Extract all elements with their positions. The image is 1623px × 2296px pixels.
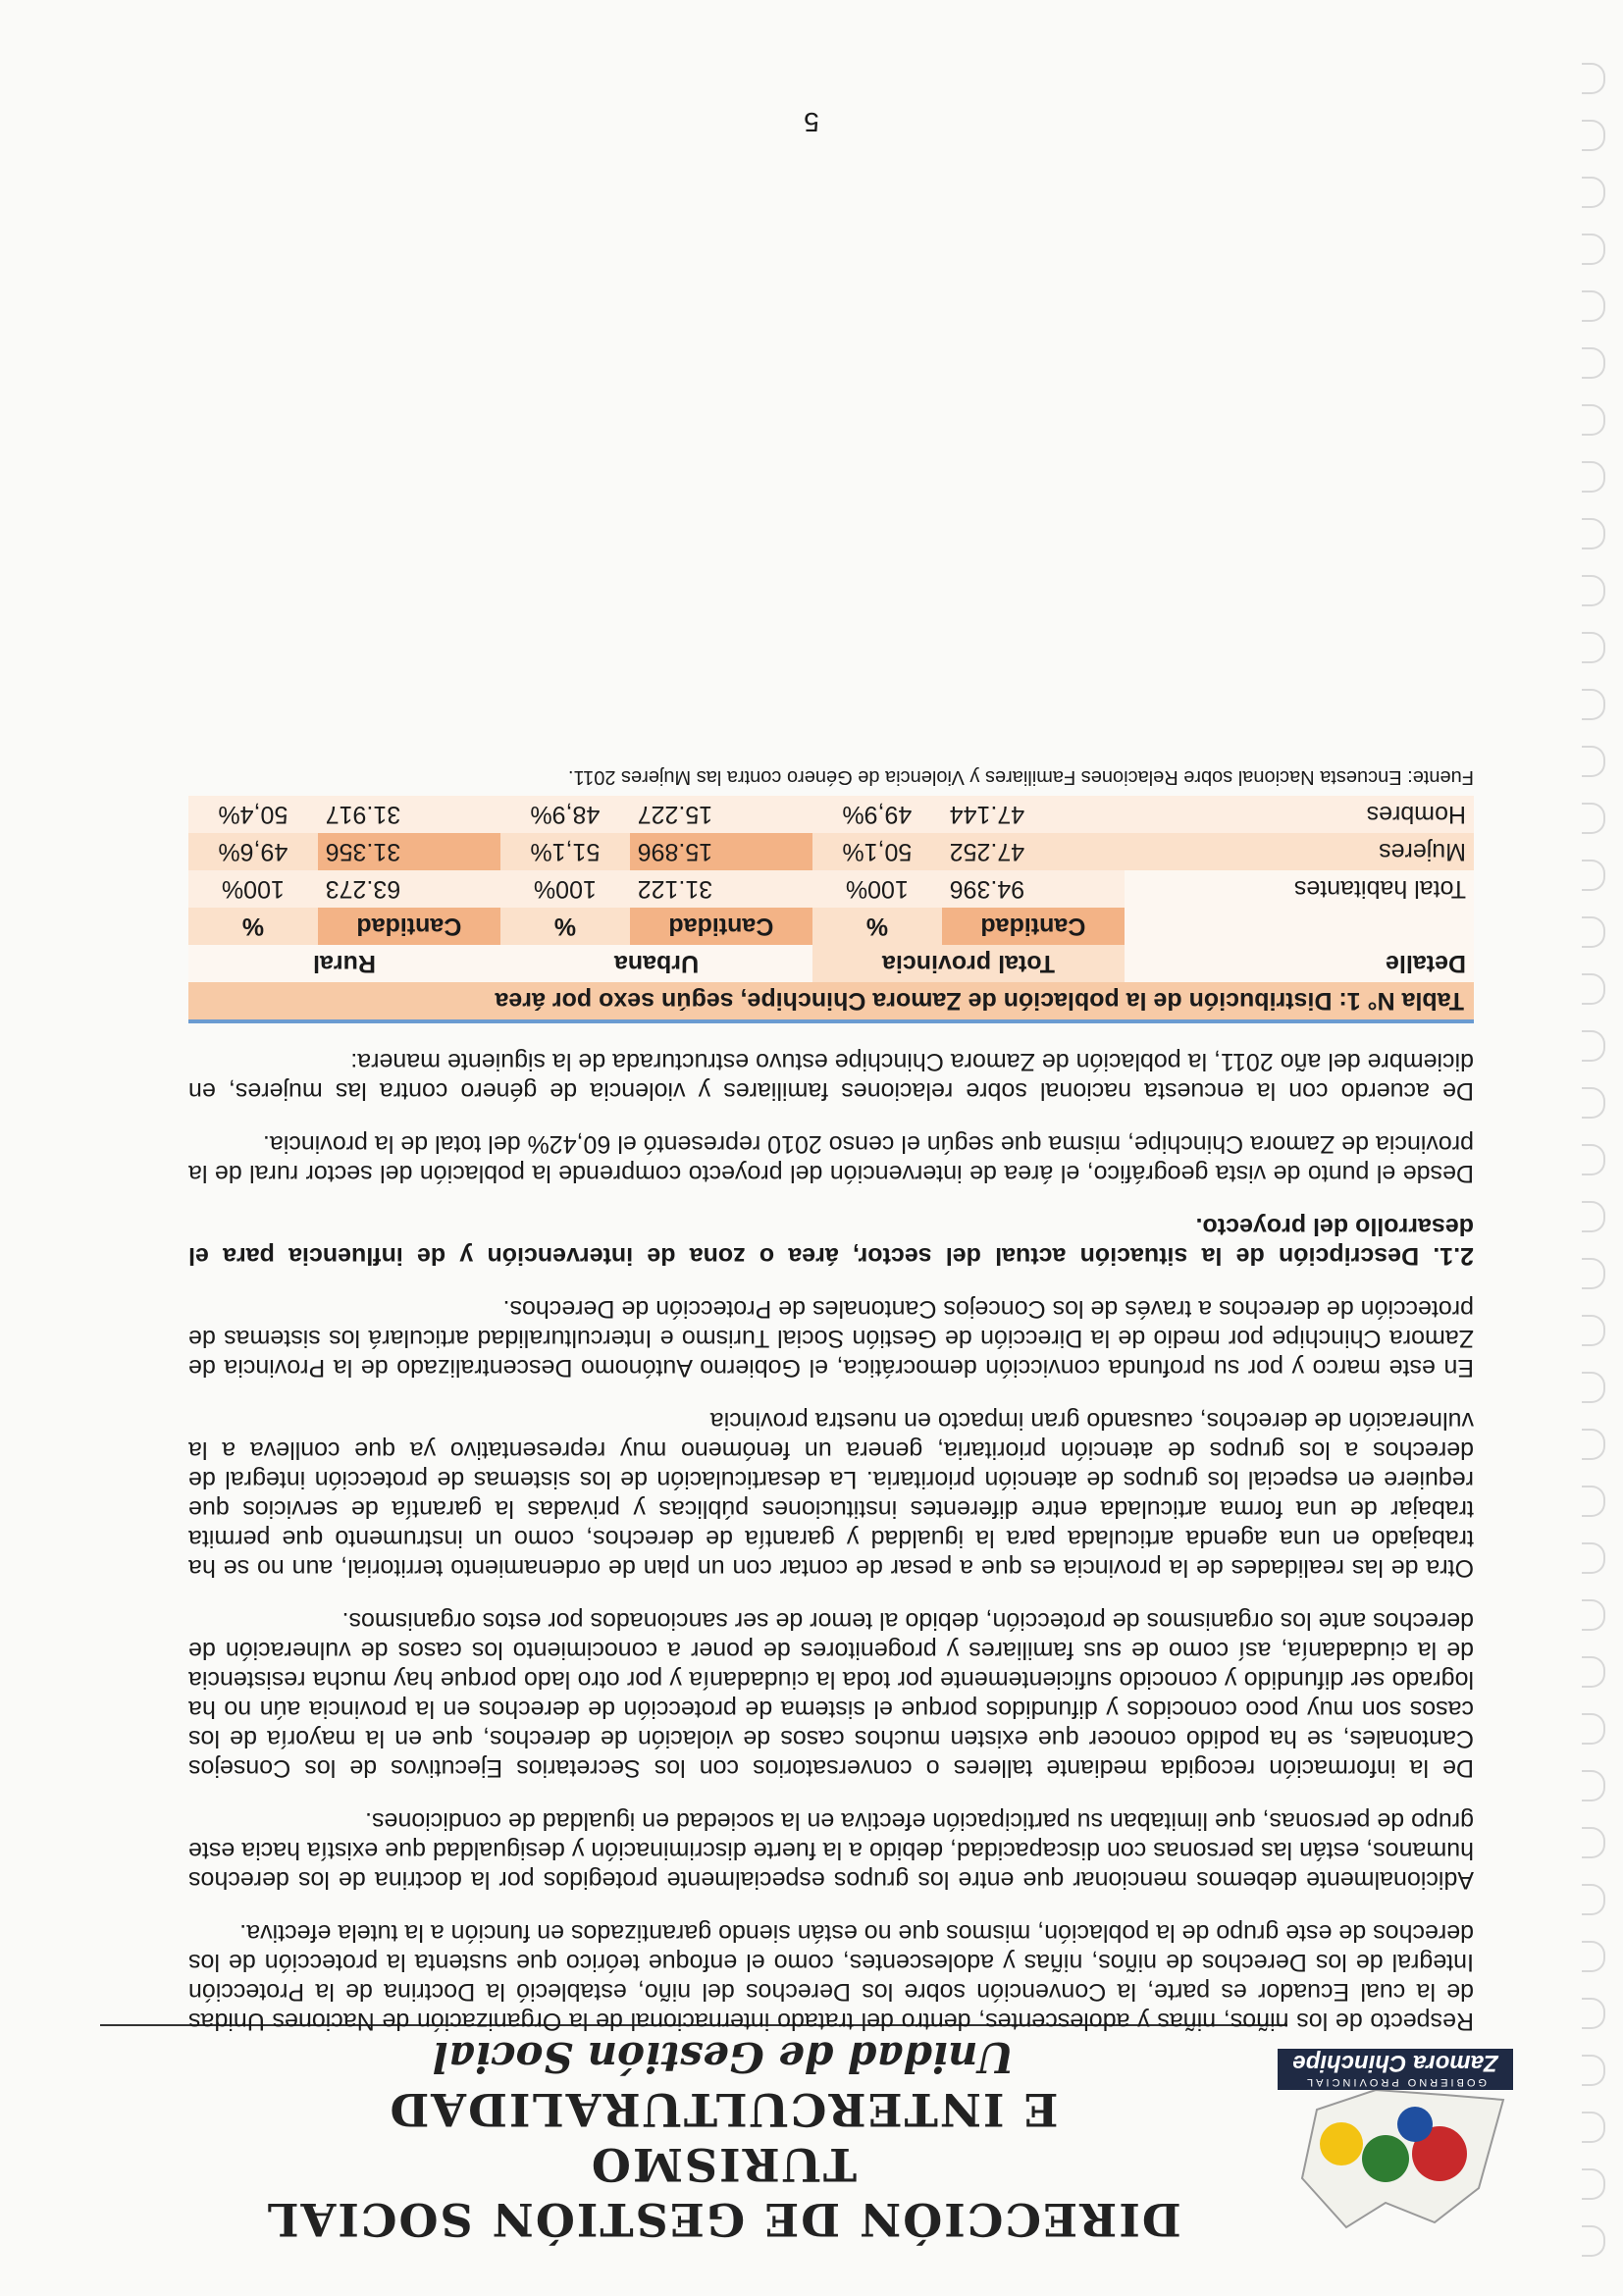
cell: 63.273 <box>318 870 500 908</box>
paragraph: En este marco y por su profunda convicción democrática, el Gobierno Autónomo Descentralizado de la Provincia de Zamora Chinchipe por medio de la Dirección de Gestión Social Turismo e Interculturalidad articulará los sistemas de protección de derechos a través de los Concejos Cantonales de Protección de Derechos. <box>188 1295 1474 1382</box>
table-caption: Tabla N° 1: Distribución de la población de Zamora Chinchipe, según sexo por área <box>188 982 1474 1023</box>
col-total: Total provincia <box>812 945 1125 982</box>
cell: 15.227 <box>630 796 812 833</box>
table-row <box>188 833 1474 870</box>
cell: 50,1% <box>812 833 942 870</box>
paragraph: De la información recogida mediante talleres o conversatorios con los Secretarios Ejecutivos de los Consejos Cantonales, se ha podido conocer que existen muchos casos de violación de derechos, que en la mayoría de los casos son muy poco conocidos y difundidos porque el sistema de protección de derechos en la provincia aún no ha logrado ser difundido y conocido suficientemente por toda la ciudadanía y por otro lado porque hay mucha resistencia de la ciudadanía, así como de sus familiares y progenitores de poner a conocimiento los casos de vulneración de derechos ante los organismos de protección, debido al temor de ser sancionados por estos organismos. <box>188 1607 1474 1782</box>
main-content <box>188 762 1474 2036</box>
sub-cantidad: Cantidad <box>318 908 500 945</box>
table-row <box>188 796 1474 833</box>
sub-cantidad: Cantidad <box>942 908 1125 945</box>
cell: 100% <box>812 870 942 908</box>
cell: 31.917 <box>318 796 500 833</box>
cell: 49,6% <box>188 833 318 870</box>
title-line-1: DIRECCIÓN DE GESTIÓN SOCIAL TURISMO <box>265 2138 1181 2246</box>
sub-pct: % <box>188 908 318 945</box>
logo-name: Zamora Chinchipe <box>1292 2050 1498 2076</box>
cell: 15.896 <box>630 833 812 870</box>
section-heading: 2.1. Descripción de la situación actual del sector, área o zona de intervención y de influencia para el desarrollo del proyecto. <box>188 1213 1474 1270</box>
sub-pct: % <box>812 908 942 945</box>
col-urbana: Urbana <box>500 945 812 982</box>
cell: 51,1% <box>500 833 630 870</box>
cell: 48,9% <box>500 796 630 833</box>
row-label: Mujeres <box>1125 833 1474 870</box>
title-line-3: Unidad de Gestión Social <box>432 2033 1015 2081</box>
col-rural: Rural <box>188 945 500 982</box>
table-source: Fuente: Encuesta Nacional sobre Relaciones Familiares y Violencia de Género contra las Mujeres 2011. <box>567 766 1474 788</box>
paragraph: Otra de las realidades de la provincia es que a pesar de contar con un plan de ordenamiento territorial, aun no se ha trabajado en una agenda articulada para la igualdad y garantía de derechos, como un instrumento que permita trabajar de una forma articulada entre diferentes instituciones públicas y privadas la garantía de servicios que requiere en especial los grupos de atención prioritaria. La desarticulación de los sistemas de protección integral de derechos a los grupos de atención prioritaria, genera un fenómeno muy representativo ya que conlleva a la vulneración de derechos, causando gran impacto en nuestra provincia <box>188 1407 1474 1582</box>
cell: 94.396 <box>942 870 1125 908</box>
col-detalle: Detalle <box>1125 945 1474 982</box>
cell: 47.252 <box>942 833 1125 870</box>
paragraph: Respecto de los niños, niñas y adolescentes, dentro del tratado internacional de la Organización de Naciones Unidas de la cual Ecuador es parte, la Convención sobre los Derechos del niño, estableció la Doctrina de la Protección Integral de los Derechos de niños, niñas y adolescentes, como el enfoque teórico que sustenta la protección de los derechos de este grupo de la población, mismos que no están siendo garantizados en función a la tutela efectiva. <box>188 1919 1474 2035</box>
paragraph: De acuerdo con la encuesta nacional sobre relaciones familiares y violencia de género contra las mujeres, en diciembre del año 2011, la población de Zamora Chinchipe estuvo estructurada de la siguiente manera: <box>188 1048 1474 1105</box>
population-table <box>188 796 1474 1023</box>
sub-cantidad: Cantidad <box>630 908 812 945</box>
cell: 49,9% <box>812 796 942 833</box>
row-label: Hombres <box>1125 796 1474 833</box>
table-row <box>188 870 1474 908</box>
logo-subtitle: GOBIERNO PROVINCIAL <box>1304 2076 1487 2088</box>
title-line-2: E INTERCULTURALIDAD <box>388 2083 1059 2136</box>
sub-pct: % <box>500 908 630 945</box>
paragraph: Adicionalmente debemos mencionar que entre los grupos especialmente protegidos por la doctrina de los derechos humanos, están las personas con discapacidad, debido a la fuerte discriminación y desigualdad que existía hacia este grupo de personas, que limitaban su participación efectiva en la sociedad en igualdad de condiciones. <box>188 1807 1474 1894</box>
page-number: 5 <box>804 107 819 137</box>
cell: 47.144 <box>942 796 1125 833</box>
binder-holes <box>1576 39 1605 2257</box>
cell: 31.122 <box>630 870 812 908</box>
paragraph: Desde el punto de vista geográfico, el área de intervención del proyecto comprende la población del sector rural de la provincia de Zamora Chinchipe, misma que según el censo 2010 representó el 60,42% del total de la provincia. <box>188 1130 1474 1187</box>
page-header <box>159 2033 1533 2247</box>
row-label: Total habitantes <box>1125 870 1474 908</box>
cell: 31.356 <box>318 833 500 870</box>
cell: 100% <box>188 870 318 908</box>
provincial-logo <box>1287 2050 1533 2247</box>
page-title <box>159 2031 1287 2247</box>
cell: 50,4% <box>188 796 318 833</box>
cell: 100% <box>500 870 630 908</box>
